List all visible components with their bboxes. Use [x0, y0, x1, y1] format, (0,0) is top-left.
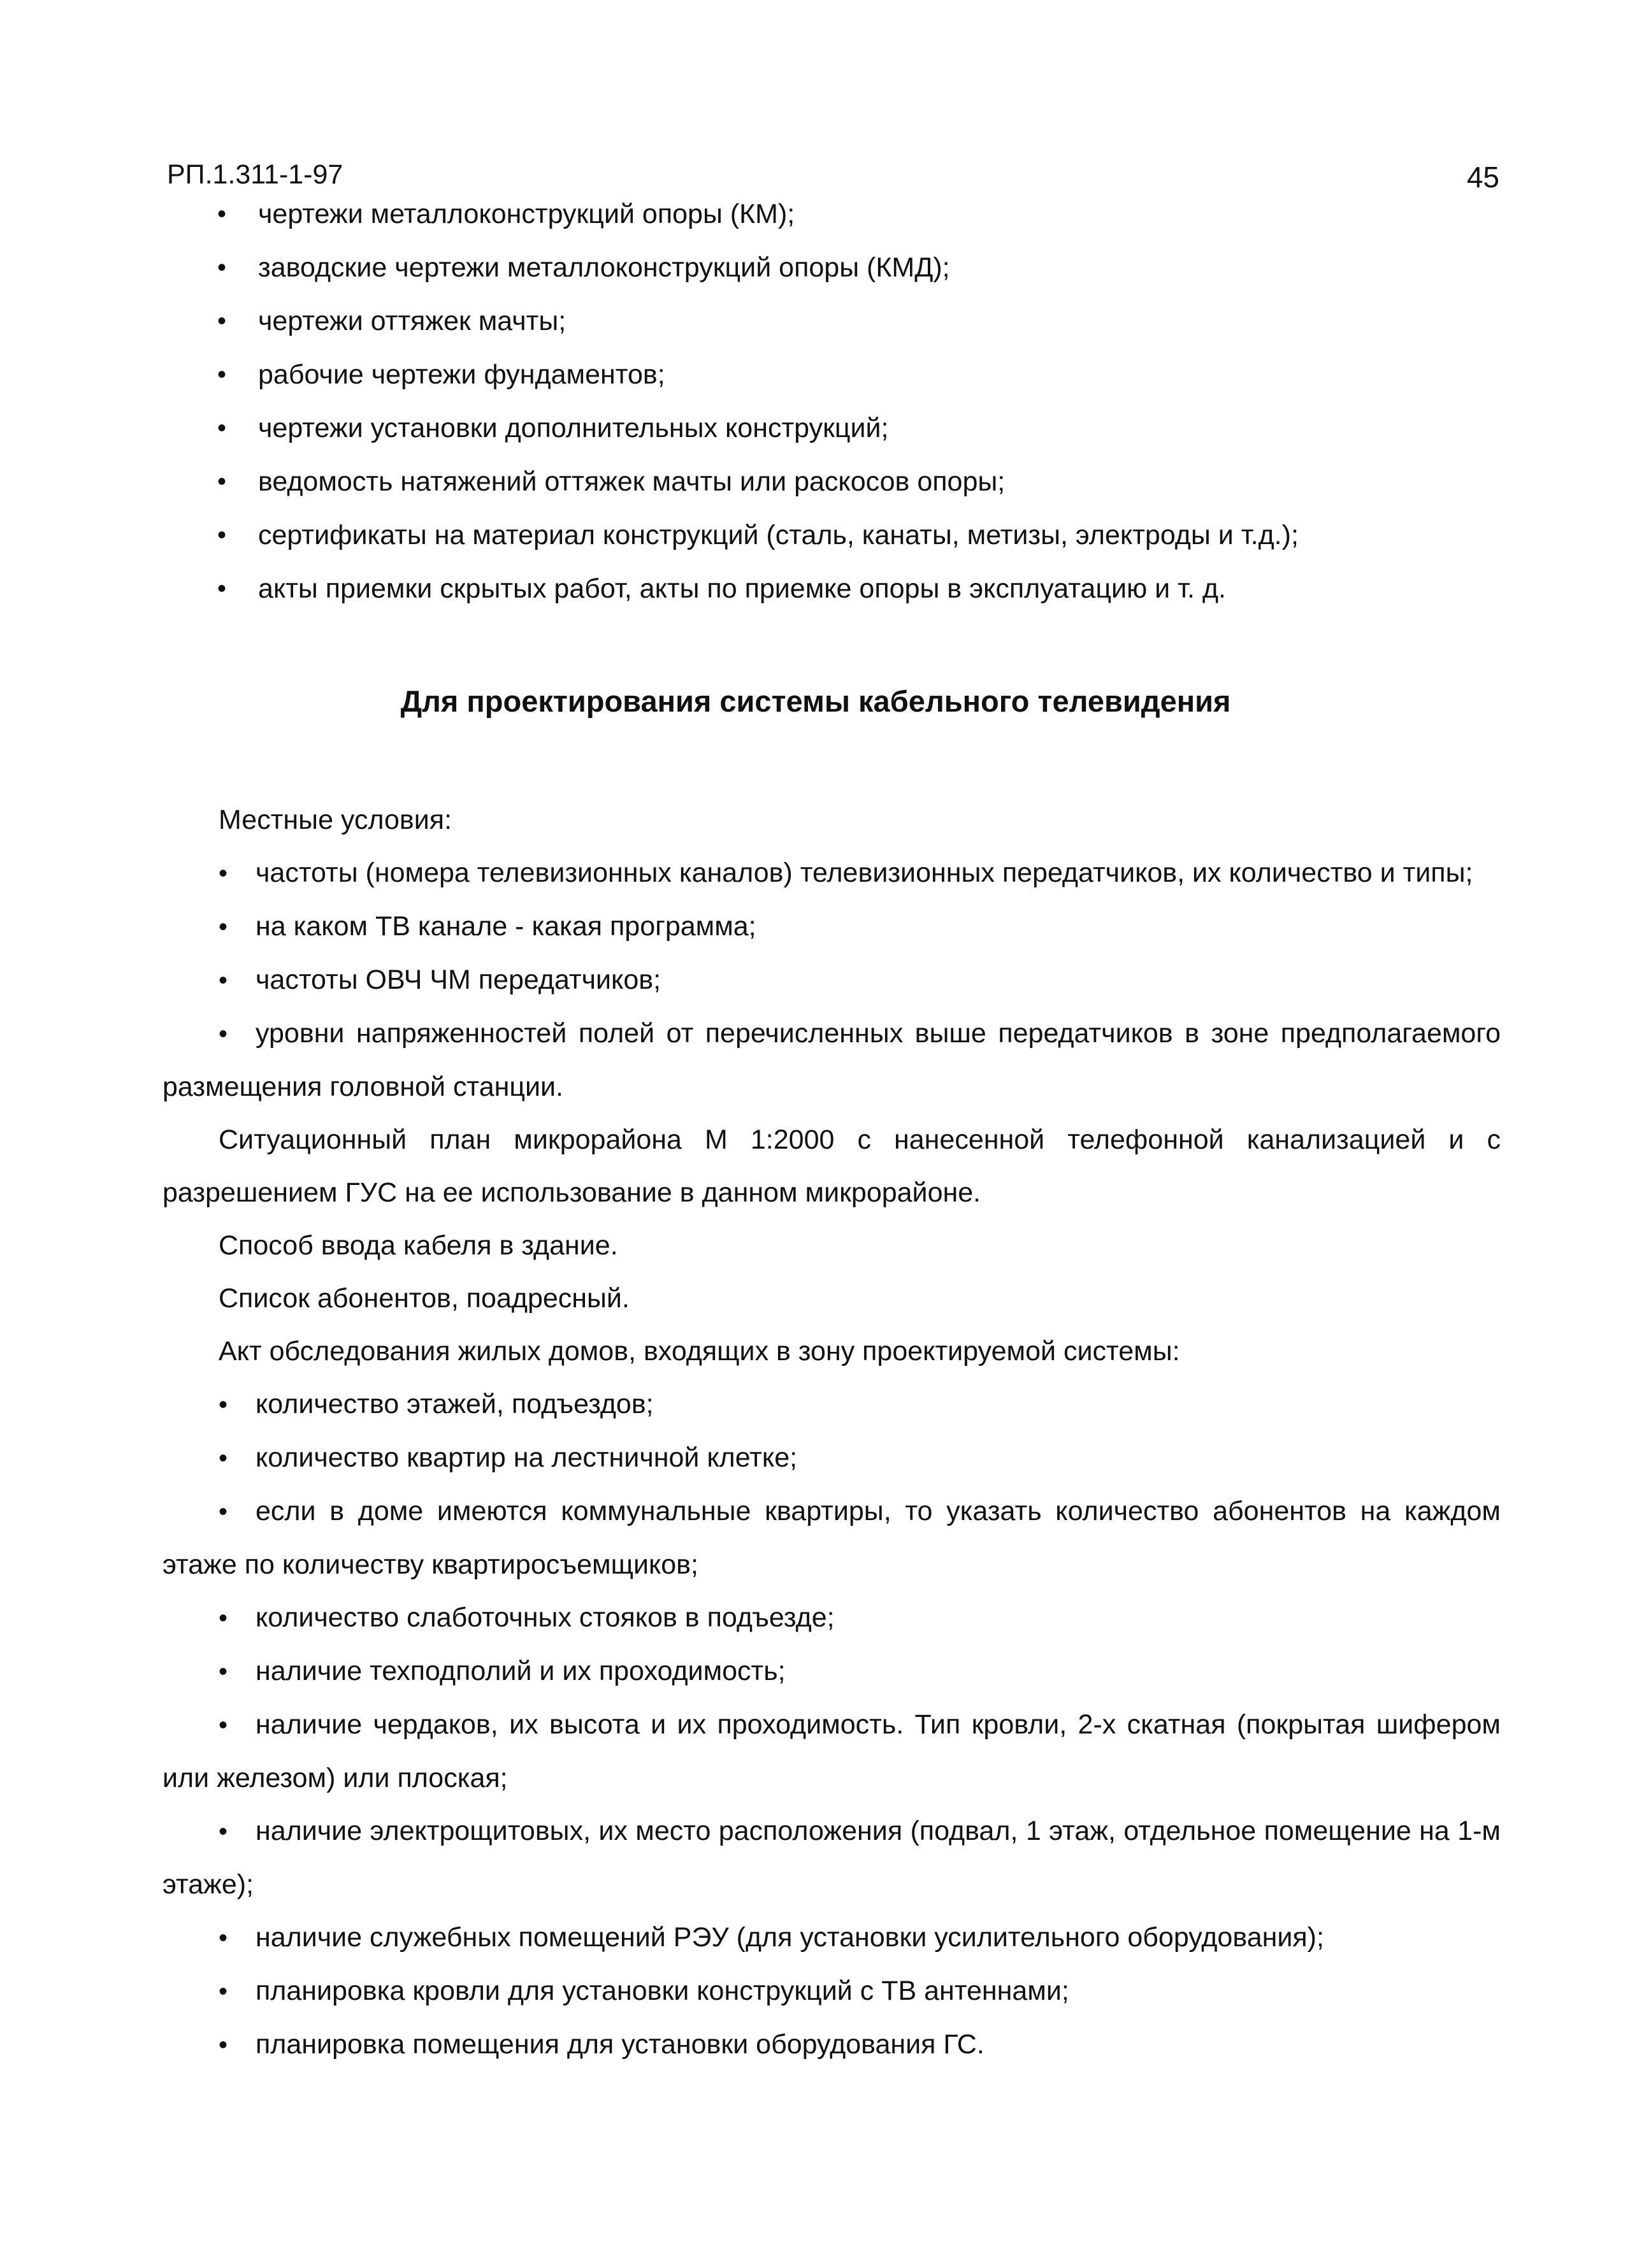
- list-item: • чертежи металлоконструкций опоры (КМ);: [162, 191, 1501, 245]
- list-item: • ведомость натяжений оттяжек мачты или раскосов опоры;: [162, 459, 1501, 512]
- bullet-icon: •: [219, 913, 228, 941]
- list-item: • частоты ОВЧ ЧМ передатчиков;: [162, 954, 1501, 1007]
- section-title: Для проектирования системы кабельного телевидения: [400, 684, 1231, 718]
- bullet-icon: •: [219, 1391, 228, 1419]
- bullet-icon: •: [219, 1711, 228, 1739]
- list-item: • на каком ТВ канале - какая программа;: [162, 900, 1501, 954]
- list-item: • количество слаботочных стояков в подъезде;: [162, 1591, 1501, 1645]
- bullet-icon: •: [219, 1020, 228, 1048]
- survey-heading: Акт обследования жилых домов, входящих в зону проектируемой системы:: [219, 1336, 1180, 1367]
- section-body: [162, 794, 1501, 2072]
- bullet-icon: •: [219, 1924, 228, 1952]
- list-item: • если в доме имеются коммунальные квартиры, то указать количество абонентов на каждом этаже по количеству квартиросъемщиков;: [162, 1485, 1501, 1591]
- bullet-icon: •: [219, 1444, 228, 1472]
- list-item: • наличие служебных помещений РЭУ (для установки усилительного оборудования);: [162, 1911, 1501, 1965]
- list-item: • наличие электрощитовых, их место расположения (подвал, 1 этаж, отдельное помещение на 1-м этаже);: [162, 1805, 1501, 1911]
- bullet-icon: •: [219, 1977, 228, 2006]
- list-item: • количество этажей, подъездов;: [162, 1378, 1501, 1432]
- page-content: [162, 191, 1501, 2072]
- page-number: 45: [1466, 161, 1499, 194]
- list-item: • частоты (номера телевизионных каналов) телевизионных передатчиков, их количество и типы;: [162, 847, 1501, 900]
- list-item: • сертификаты на материал конструкций (сталь, канаты, метизы, электроды и т.д.);: [162, 512, 1501, 566]
- bullet-icon: •: [219, 1658, 228, 1686]
- list-item: • планировка кровли для установки конструкций с ТВ антеннами;: [162, 1965, 1501, 2018]
- subscribers-paragraph: Список абонентов, поадресный.: [219, 1283, 630, 1314]
- list-item: • акты приемки скрытых работ, акты по приемке опоры в эксплуатацию и т. д.: [162, 566, 1501, 619]
- list-item: • наличие техподполий и их проходимость;: [162, 1645, 1501, 1698]
- list-item: • рабочие чертежи фундаментов;: [162, 352, 1501, 405]
- situation-plan-paragraph: Ситуационный план микрорайона М 1:2000 с нанесенной телефонной канализацией и с разрешением ГУС на ее использование в данном микрорайоне.: [162, 1124, 1501, 1208]
- list-item: • наличие чердаков, их высота и их проходимость. Тип кровли, 2-х скатная (покрытая шифером или железом) или плоская;: [162, 1698, 1501, 1805]
- bullet-icon: •: [219, 1818, 228, 1846]
- list-item: • чертежи установки дополнительных конструкций;: [162, 405, 1501, 459]
- list-item: • заводские чертежи металлоконструкций опоры (КМД);: [162, 245, 1501, 298]
- document-code: РП.1.311-1-97: [167, 159, 343, 190]
- list-item: • планировка помещения для установки оборудования ГС.: [162, 2018, 1501, 2072]
- cable-entry-paragraph: Способ ввода кабеля в здание.: [219, 1230, 618, 1261]
- local-conditions-heading: Местные условия:: [219, 805, 452, 835]
- bullet-icon: •: [219, 859, 228, 887]
- documents-list: [162, 191, 1501, 619]
- bullet-icon: •: [219, 2031, 228, 2059]
- list-item: • количество квартир на лестничной клетке;: [162, 1432, 1501, 1485]
- bullet-icon: •: [219, 966, 228, 994]
- bullet-icon: •: [219, 1498, 228, 1526]
- bullet-icon: •: [219, 1604, 228, 1632]
- list-item: • чертежи оттяжек мачты;: [162, 298, 1501, 352]
- list-item: • уровни напряженностей полей от перечисленных выше передатчиков в зоне предполагаемого размещения головной станции.: [162, 1007, 1501, 1114]
